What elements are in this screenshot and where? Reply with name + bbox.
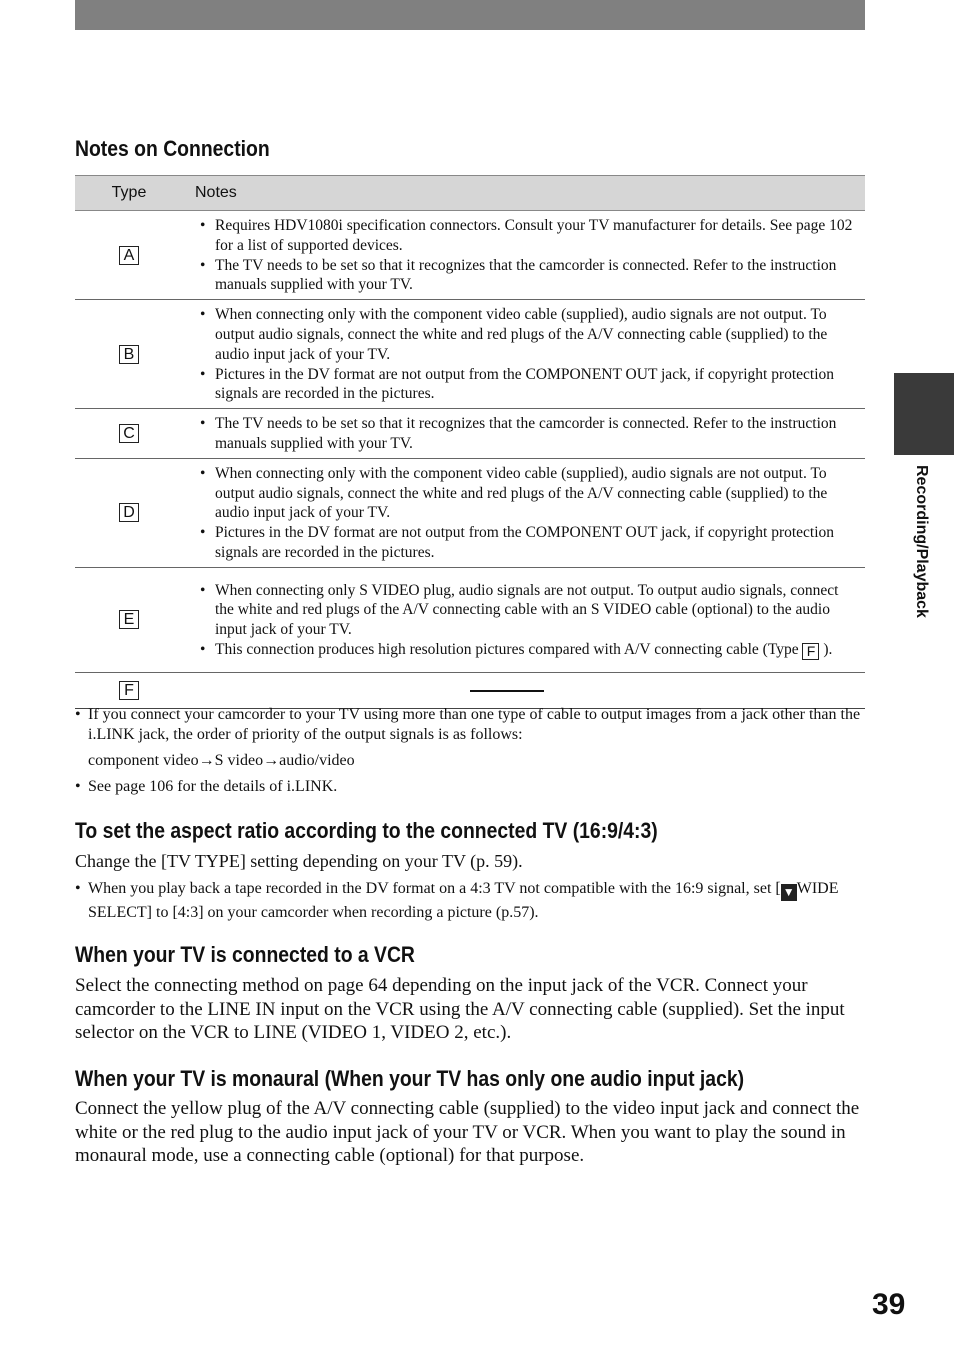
table-row (75, 211, 865, 300)
section-side-label (908, 465, 932, 640)
note-item: • The TV needs to be set so that it recognizes that the camcorder is connected. Refer to the instruction manuals supplied with your TV. (195, 256, 857, 296)
type-a-badge: A (119, 246, 139, 265)
type-e-badge: E (119, 610, 139, 629)
note-item: • When connecting only with the component video cable (supplied), audio signals are not output. To output audio signals, connect the white and red plugs of the A/V connecting cable (supplied) to the audio input jack of your TV. (195, 305, 857, 364)
note-item: • When connecting only S VIDEO plug, audio signals are not output. To output audio signals, connect the white and red plugs of the A/V connecting cable with an S VIDEO cable (optional) to the audio input jack of your TV. (195, 581, 857, 640)
note-item: • When connecting only with the component video cable (supplied), audio signals are not output. To output audio signals, connect the white and red plugs of the A/V connecting cable (supplied) to the audio input jack of your TV. (195, 464, 857, 523)
priority-item: component video (88, 752, 199, 769)
aspect-note-prefix: When you play back a tape recorded in the DV format on a 4:3 TV not compatible with the 16:9 signal, set [ (88, 880, 781, 897)
header-bar (75, 0, 865, 30)
type-c-badge: C (119, 424, 139, 443)
note-tail-text: ). (823, 640, 833, 658)
ilink-note: • See page 106 for the details of i.LINK. (75, 777, 865, 797)
monaural-body: Connect the yellow plug of the A/V connecting cable (supplied) to the video input jack and connect the white or the red plug to the audio input jack of your TV or VCR. When you want to play the sound in monaural mode, use a connecting cable (optional) for that purpose. (75, 1098, 860, 1166)
monaural-heading: When your TV is monaural (When your TV has only one audio input jack) (75, 1066, 745, 1091)
connection-notes-table (75, 175, 865, 709)
table-row (75, 672, 865, 708)
aspect-heading: To set the aspect ratio according to the connected TV (16:9/4:3) (75, 818, 658, 843)
type-f-inline-badge: F (802, 643, 819, 660)
table-row (75, 409, 865, 459)
vcr-heading: When your TV is connected to a VCR (75, 942, 415, 967)
priority-item: S video (214, 752, 264, 769)
after-table-notes (75, 705, 865, 797)
notes-heading: Notes on Connection (75, 136, 270, 161)
table-header-row (75, 176, 865, 211)
table-row (75, 300, 865, 409)
camera-mode-icon: ▼ (781, 884, 797, 901)
arrow-icon: → (198, 752, 215, 769)
priority-note: • If you connect your camcorder to your TV using more than one type of cable to output images from a jack other than the i.LINK jack, the order of priority of the output signals is as follows: (75, 705, 865, 745)
type-b-badge: B (119, 345, 139, 364)
priority-order (75, 751, 865, 771)
aspect-note-suffix: WIDE SELECT] to [4:3] on your camcorder when recording a picture (p.57). (88, 880, 839, 921)
type-d-badge: D (119, 503, 139, 522)
aspect-bullet (75, 877, 865, 925)
note-text: This connection produces high resolution pictures compared with A/V connecting cable (Type (215, 640, 799, 658)
note-item: • The TV needs to be set so that it recognizes that the camcorder is connected. Refer to the instruction manuals supplied with your TV. (195, 414, 857, 454)
header-notes: Notes (183, 176, 865, 211)
side-label-text: Recording/Playback (913, 465, 930, 618)
vcr-body: Select the connecting method on page 64 depending on the input jack of the VCR. Connect your camcorder to the LINE IN input on the VCR using the A/V connecting cable (supplied). Set the input selector on the VCR to LINE (VIDEO 1, VIDEO 2, etc.). (75, 975, 845, 1043)
note-item: • Pictures in the DV format are not output from the COMPONENT OUT jack, if copyright protection signals are recorded in the pictures. (195, 523, 857, 563)
table-row (75, 567, 865, 672)
aspect-note (75, 877, 865, 925)
note-item: • Requires HDV1080i specification connectors. Consult your TV manufacturer for details. See page 102 for a list of supported devices. (195, 216, 857, 256)
header-type: Type (75, 176, 183, 211)
section-tab-marker (894, 373, 954, 455)
page-number: 39 (872, 1288, 906, 1321)
note-item: • Pictures in the DV format are not output from the COMPONENT OUT jack, if copyright protection signals are recorded in the pictures. (195, 365, 857, 405)
priority-item: audio/video (279, 752, 355, 769)
empty-notes-rule (470, 690, 544, 692)
arrow-icon: → (263, 752, 280, 769)
aspect-intro: Change the [TV TYPE] setting depending on your TV (p. 59). (75, 851, 523, 871)
type-f-badge: F (119, 681, 139, 700)
note-item (195, 640, 857, 660)
table-row (75, 458, 865, 567)
